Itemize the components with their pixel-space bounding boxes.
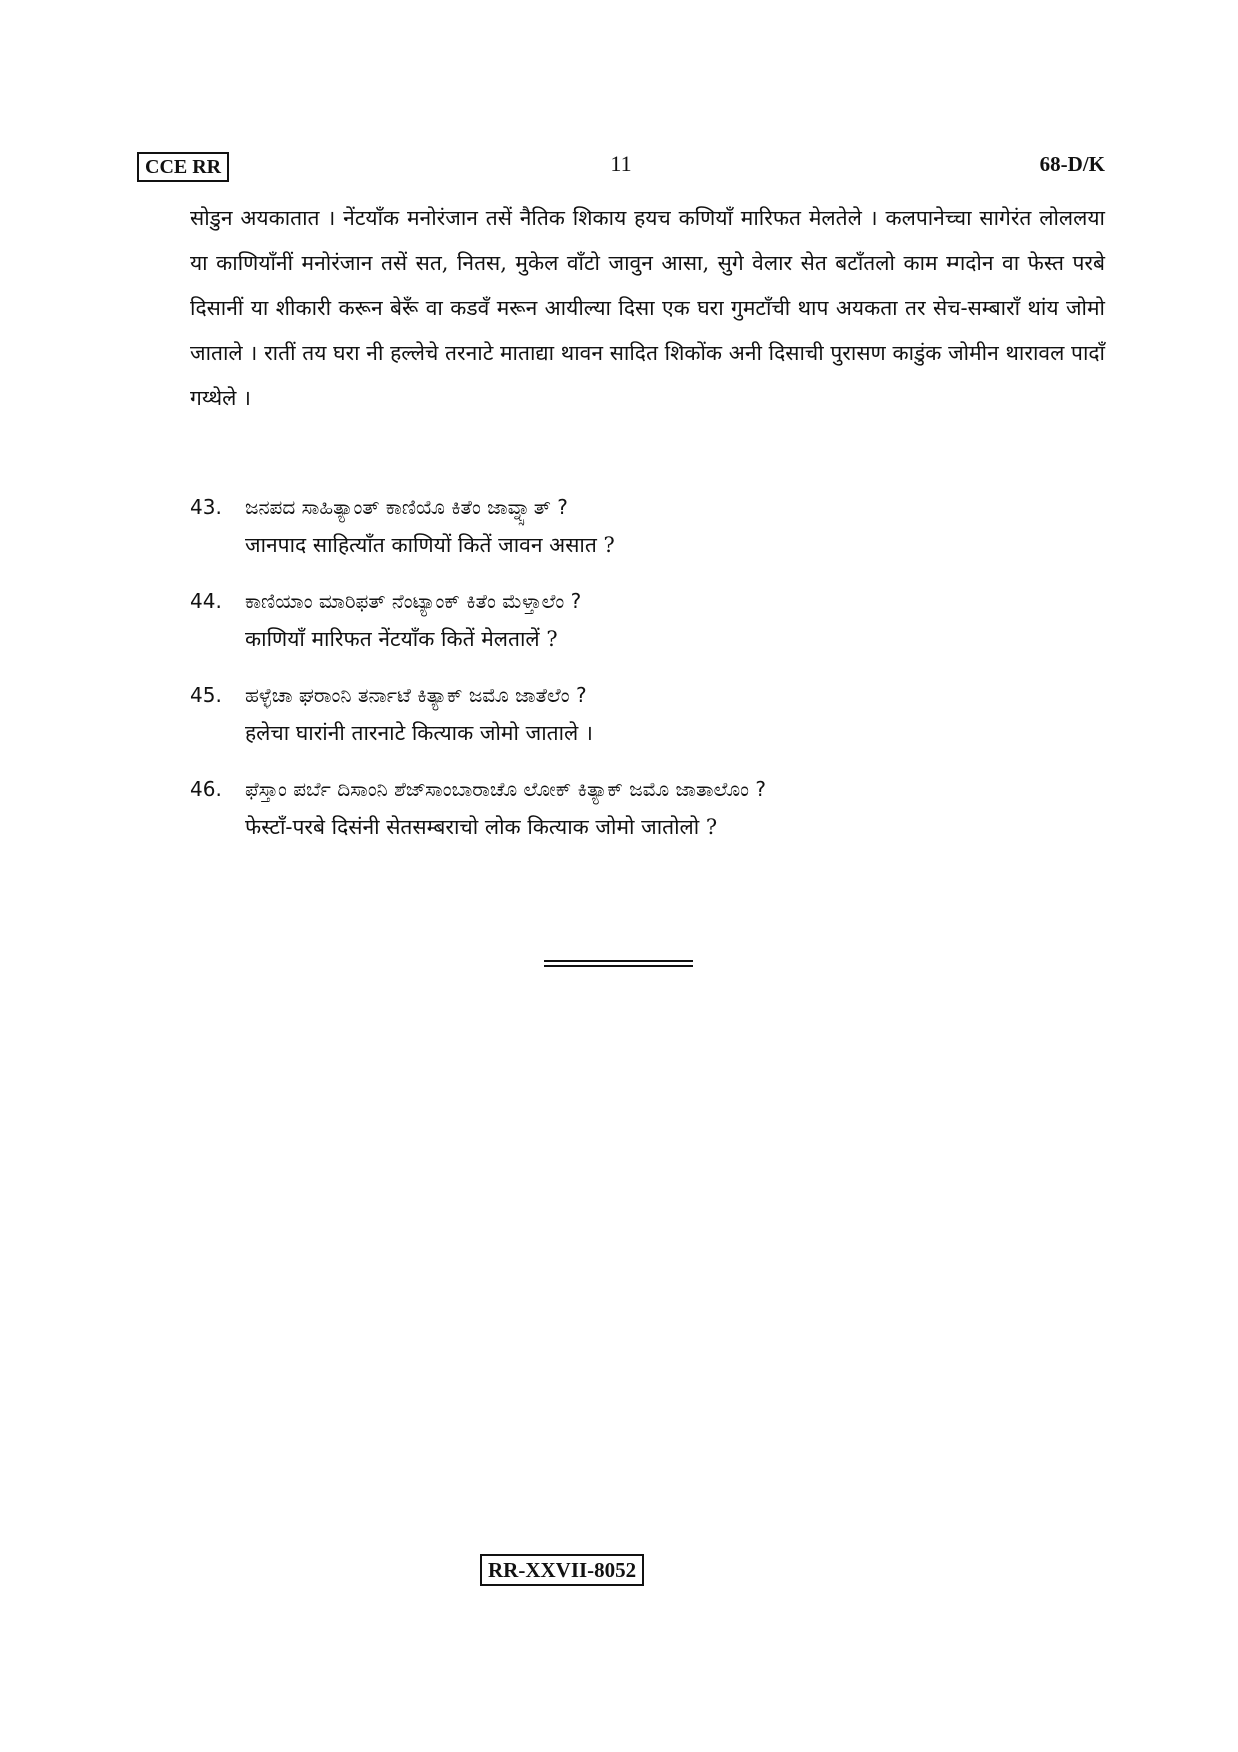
page-header — [137, 150, 1105, 186]
end-of-section-rule — [544, 960, 693, 967]
question-item — [190, 488, 1090, 564]
question-number: 46. — [190, 777, 222, 801]
question-number: 45. — [190, 683, 222, 707]
question-text-devanagari: जानपाद साहित्याँत काणियों कितें जावन असात ? — [245, 533, 615, 557]
question-text-devanagari: काणियाँ मारिफत नेंटयाँक कितें मेलतालें ? — [245, 627, 558, 651]
paper-code: 68-D/K — [1039, 152, 1105, 176]
question-item — [190, 770, 1090, 846]
exam-code-box: CCE RR — [137, 152, 229, 182]
footer-code-box: RR-XXVII-8052 — [480, 1554, 644, 1586]
question-text-devanagari: फेस्टाँ-परबे दिसंनी सेतसम्बराचो लोक कित्याक जोमो जातोलो ? — [245, 815, 718, 839]
question-text-kannada: ಜನಪದ ಸಾಹಿತ್ಯಾಂತ್ ಕಾಣಿಯೊ ಕಿತೆಂ ಜಾವ್ನ್ಸಾತ್ ? — [245, 495, 568, 519]
passage-text: सोडुन अयकातात । नेंटयाँक मनोरंजान तसें नैतिक शिकाय हयच कणियाँ मारिफत मेलतेले । कलपानेच्चा सागेरंत लोललया या काणियाँनीं मनोरंजान तसें सत, नितस, मुकेल वाँटो जावुन आसा, सुगे वेलार सेत बटाँतलो काम म्गदोन वा फेस्त परबे दिसानीं या शीकारी करून बेरूँ वा कडवँ मरून आयील्या दिसा एक घरा गुमटाँची थाप अयकता तर सेच-सम्बाराँ थांय जोमो जाताले । रातीं तय घरा नी हल्लेचे तरनाटे माताद्या थावन सादित शिकोंक अनी दिसाची पुरासण काडुंक जोमीन थारावल पादाँ गय्थेले । — [190, 206, 1105, 410]
question-item — [190, 582, 1090, 658]
page-number: 11 — [610, 151, 632, 176]
question-text-devanagari: हलेचा घारांनी तारनाटे कित्याक जोमो जाताले । — [245, 721, 593, 745]
question-list — [190, 488, 1090, 864]
question-number: 44. — [190, 589, 222, 613]
question-text-kannada: ಹಳ್ಳೆಚಾ ಘರಾಂನಿ ತರ್ನಾಟೆ ಕಿತ್ಯಾಕ್ ಜಮೊ ಜಾತೆಲೆಂ ? — [245, 683, 587, 707]
question-item — [190, 676, 1090, 752]
question-text-kannada: ಫೆಸ್ತಾಂ ಪರ್ಬೆ ದಿಸಾಂನಿ ಶೆಜ್‍ಸಾಂಬಾರಾಚೊ ಲೋಕ್ ಕಿತ್ಯಾಕ್ ಜಮೊ ಜಾತಾಲೊಂ ? — [245, 777, 766, 801]
question-text-kannada: ಕಾಣಿಯಾಂ ಮಾರಿಫತ್ ನೆಂಟ್ಯಾಂಕ್ ಕಿತೆಂ ಮೆಳ್ತಾಲೆಂ ? — [245, 589, 582, 613]
question-number: 43. — [190, 495, 222, 519]
